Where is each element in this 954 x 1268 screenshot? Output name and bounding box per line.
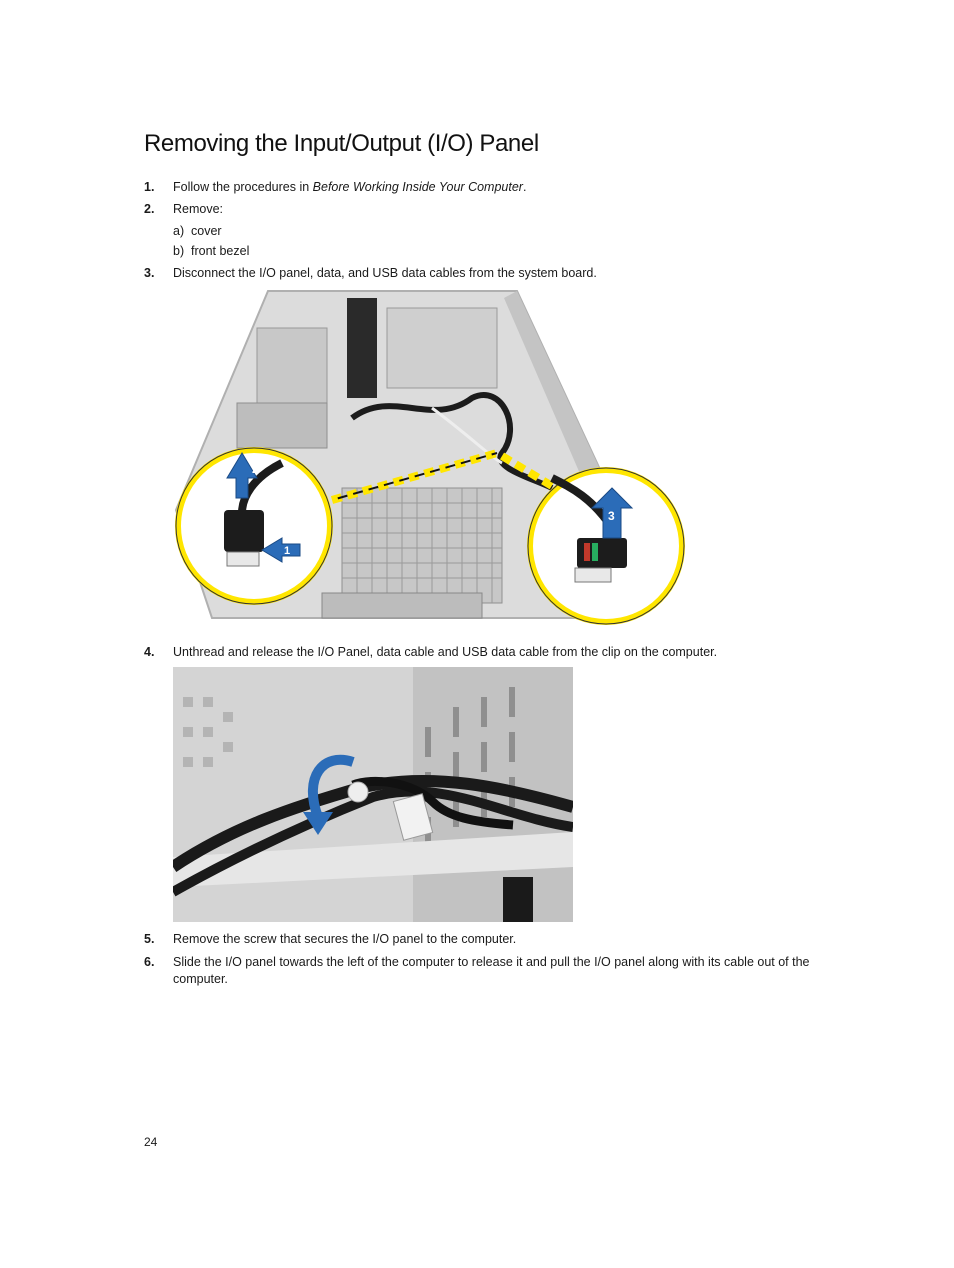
page-number: 24 bbox=[144, 1135, 158, 1149]
connector bbox=[224, 510, 264, 552]
callout-right bbox=[528, 468, 684, 624]
callout-number: 3 bbox=[608, 509, 615, 523]
sub-item-cover: a) cover bbox=[173, 224, 222, 238]
step-number: 1. bbox=[144, 180, 155, 194]
step-number: 2. bbox=[144, 202, 155, 216]
step-number: 4. bbox=[144, 645, 155, 659]
sub-item-front-bezel: b) front bezel bbox=[173, 244, 250, 258]
callout-number: 1 bbox=[284, 545, 291, 557]
callout-left bbox=[176, 448, 332, 604]
step-text: Disconnect the I/O panel, data, and USB data cables from the system board. bbox=[173, 266, 597, 280]
page-title: Removing the Input/Output (I/O) Panel bbox=[144, 130, 539, 157]
power-supply bbox=[237, 403, 327, 448]
cable-clip bbox=[348, 782, 368, 802]
step-text: Slide the I/O panel towards the left of the computer to release it and pull the I/O panel along with its cable out of the computer. bbox=[173, 955, 810, 986]
drive-bracket bbox=[347, 298, 377, 398]
step-number: 5. bbox=[144, 932, 155, 946]
figure-disconnect-cables bbox=[172, 288, 688, 630]
step-number: 3. bbox=[144, 266, 155, 280]
callout-number: 2 bbox=[252, 462, 259, 476]
step-text: Remove the screw that secures the I/O panel to the computer. bbox=[173, 932, 517, 946]
step-text: Remove: bbox=[173, 202, 224, 216]
figure-unthread-cables bbox=[173, 667, 573, 922]
step-text: Unthread and release the I/O Panel, data cable and USB data cable from the clip on the computer. bbox=[173, 645, 718, 659]
step-text: Follow the procedures in Before Working Inside Your Computer. bbox=[173, 180, 527, 194]
fan-grille bbox=[342, 488, 502, 603]
step-number: 6. bbox=[144, 955, 155, 969]
procedure-link[interactable]: Before Working Inside Your Computer bbox=[312, 180, 523, 194]
